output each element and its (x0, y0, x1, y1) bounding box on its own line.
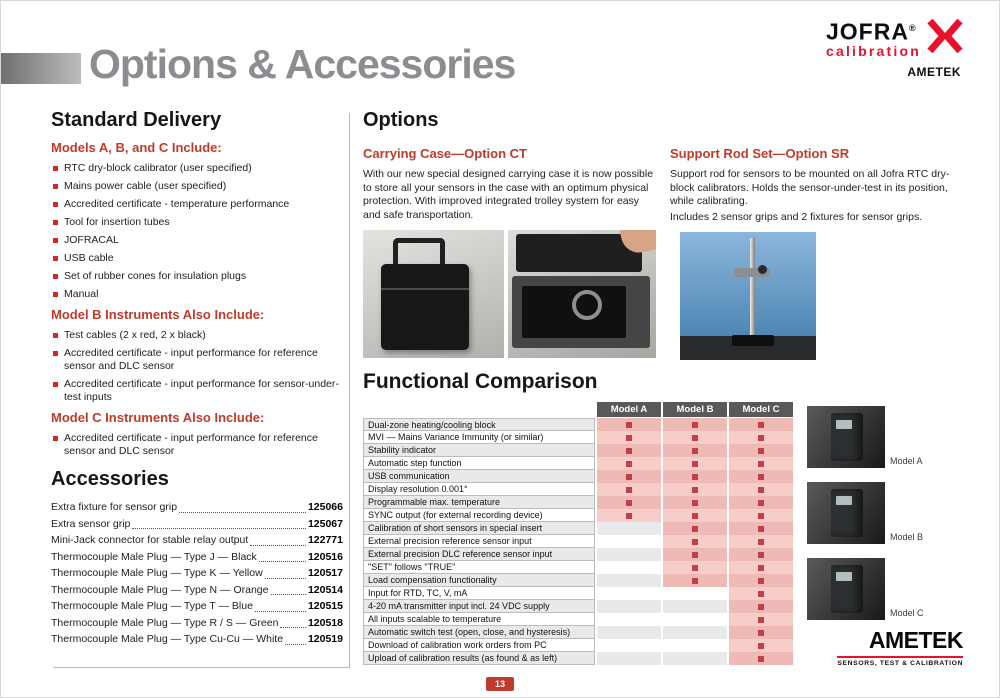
comparison-cell (663, 522, 727, 535)
delivery-item-list (51, 329, 343, 404)
accessories-heading: Accessories (51, 468, 169, 490)
comparison-feature-label: Display resolution 0.001° (363, 483, 595, 496)
feature-present-marker (758, 526, 764, 532)
accessory-part-number: 120514 (307, 583, 343, 596)
functional-comparison-area (363, 402, 963, 665)
comparison-row (363, 470, 795, 483)
comparison-cell (663, 483, 727, 496)
feature-present-marker (758, 643, 764, 649)
comparison-cell (663, 470, 727, 483)
model-photo-row (807, 482, 924, 544)
feature-present-marker (626, 461, 632, 467)
comparison-table-header (363, 402, 795, 417)
comparison-cell (729, 535, 793, 548)
comparison-cell (663, 613, 727, 626)
accessory-row (51, 516, 343, 533)
comparison-feature-label: All inputs scalable to temperature (363, 613, 595, 626)
comparison-cell (729, 639, 793, 652)
model-photo-label: Model B (890, 532, 924, 542)
accessory-label: Thermocouple Male Plug — Type Cu-Cu — White (51, 633, 284, 645)
feature-present-marker (692, 474, 698, 480)
comparison-cell (597, 574, 661, 587)
support-rod-description: Support rod for sensors to be mounted on all Jofra RTC dry-block calibrators. Holds the sensor-under-test in its position, while calibrating. (670, 168, 950, 207)
feature-present-marker (692, 565, 698, 571)
ametek-wordmark: AMETEK (868, 627, 963, 653)
comparison-cell (597, 483, 661, 496)
comparison-cell (729, 470, 793, 483)
feature-present-marker (758, 422, 764, 428)
accessory-label: Thermocouple Male Plug — Type K — Yellow (51, 567, 263, 579)
support-rod-includes: Includes 2 sensor grips and 2 fixtures for sensor grips. (670, 210, 923, 223)
comparison-row (363, 418, 795, 431)
accessory-dotted-leader (280, 627, 306, 628)
accessory-row (51, 565, 343, 582)
comparison-cell (729, 444, 793, 457)
feature-present-marker (692, 448, 698, 454)
feature-present-marker (626, 422, 632, 428)
accessory-row (51, 615, 343, 632)
comparison-row (363, 587, 795, 600)
feature-present-marker (758, 630, 764, 636)
accessory-dotted-leader (285, 644, 306, 645)
delivery-item: Accredited certificate - input performance for reference sensor and DLC sensor (51, 347, 343, 373)
model-photo-row (807, 558, 924, 620)
delivery-item: USB cable (51, 252, 343, 265)
comparison-row (363, 574, 795, 587)
comparison-row (363, 600, 795, 613)
registered-mark: ® (908, 23, 917, 33)
feature-present-marker (758, 513, 764, 519)
comparison-cell (597, 431, 661, 444)
feature-present-marker (626, 487, 632, 493)
accessory-label: Thermocouple Male Plug — Type R / S — Green (51, 616, 279, 629)
feature-present-marker (758, 461, 764, 467)
accessory-dotted-leader (132, 528, 306, 529)
delivery-item: Accredited certificate - input performance for reference sensor and DLC sensor (51, 432, 343, 458)
comparison-column-header: Model B (663, 402, 727, 417)
model-instrument-photo (807, 482, 885, 544)
carrying-case-section (363, 140, 656, 360)
comparison-cell (729, 548, 793, 561)
delivery-item-list (51, 162, 343, 301)
comparison-cell (729, 600, 793, 613)
comparison-column-header: Model C (729, 402, 793, 417)
jofra-calibration-text: calibration (826, 42, 921, 59)
comparison-cell (597, 626, 661, 639)
accessory-dotted-leader (271, 594, 306, 595)
feature-present-marker (692, 461, 698, 467)
comparison-row (363, 652, 795, 665)
delivery-item: Accredited certificate - temperature performance (51, 198, 343, 211)
delivery-item: Tool for insertion tubes (51, 216, 343, 229)
delivery-item: JOFRACAL (51, 234, 343, 247)
accessory-row (51, 499, 343, 516)
delivery-section-heading: Model B Instruments Also Include: (51, 307, 265, 322)
feature-present-marker (758, 604, 764, 610)
delivery-item: RTC dry-block calibrator (user specified) (51, 162, 343, 175)
comparison-feature-label: Dual-zone heating/cooling block (363, 418, 595, 431)
case-body-shape (381, 264, 469, 350)
comparison-cell (663, 509, 727, 522)
support-rod-photo (680, 232, 816, 360)
standard-delivery-sections (51, 140, 343, 458)
accessory-label: Mini-Jack connector for stable relay output (51, 534, 249, 546)
comparison-cell (597, 509, 661, 522)
jofra-name-text: JOFRA (826, 18, 909, 45)
comparison-cell (597, 639, 661, 652)
comparison-table-rows (363, 418, 795, 665)
left-column (51, 109, 343, 648)
comparison-cell (663, 444, 727, 457)
jofra-wordmark (826, 17, 921, 43)
comparison-cell (597, 535, 661, 548)
feature-present-marker (758, 656, 764, 662)
feature-present-marker (626, 513, 632, 519)
comparison-cell (663, 431, 727, 444)
comparison-feature-label: Programmable max. temperature (363, 496, 595, 509)
comparison-feature-label: Input for RTD, TC, V, mA (363, 587, 595, 600)
comparison-row (363, 535, 795, 548)
comparison-row (363, 496, 795, 509)
comparison-cell (663, 496, 727, 509)
accessory-part-number: 120517 (307, 567, 343, 579)
comparison-cell (663, 561, 727, 574)
comparison-cell (663, 587, 727, 600)
delivery-section-heading: Models A, B, and C Include: (51, 140, 222, 155)
comparison-feature-label: Stability indicator (363, 444, 595, 457)
comparison-row (363, 626, 795, 639)
jofra-logo (826, 17, 963, 59)
model-photos-column (807, 402, 924, 665)
options-heading: Options (363, 109, 439, 131)
feature-present-marker (692, 513, 698, 519)
feature-present-marker (626, 474, 632, 480)
feature-present-marker (692, 539, 698, 545)
accessory-row (51, 598, 343, 615)
support-rod-heading: Support Rod Set—Option SR (670, 146, 850, 161)
comparison-cell (729, 652, 793, 665)
comparison-header-spacer (363, 402, 595, 417)
comparison-cell (663, 574, 727, 587)
support-rod-pole-shape (750, 238, 755, 340)
model-photo-label: Model A (890, 456, 923, 466)
comparison-feature-label: MVI — Mains Variance Immunity (or similar) (363, 431, 595, 444)
feature-present-marker (692, 578, 698, 584)
carrying-case-photos (363, 230, 656, 358)
comparison-cell (729, 574, 793, 587)
model-instrument-photo (807, 406, 885, 468)
comparison-cell (729, 522, 793, 535)
delivery-item: Test cables (2 x red, 2 x black) (51, 329, 343, 342)
feature-present-marker (692, 435, 698, 441)
carrying-case-description: With our new special designed carrying case it is now possible to store all your sensors in the case with an optimum physical protection. With improved integrated trolley system for easy and safe transportation. (363, 168, 654, 221)
comparison-feature-label: External precision DLC reference sensor input (363, 548, 595, 561)
comparison-feature-label: Download of calibration work orders from PC (363, 639, 595, 652)
comparison-cell (729, 457, 793, 470)
comparison-feature-label: Calibration of short sensors in special insert (363, 522, 595, 535)
accessories-bottom-rule (53, 667, 350, 668)
feature-present-marker (692, 552, 698, 558)
feature-present-marker (758, 487, 764, 493)
comparison-row (363, 522, 795, 535)
accessory-dotted-leader (259, 561, 306, 562)
accessory-dotted-leader (255, 611, 306, 612)
accessory-dotted-leader (250, 545, 306, 546)
carrying-case-open-photo (508, 230, 656, 358)
comparison-cell (663, 548, 727, 561)
coiled-sensor-shape (572, 290, 602, 320)
delivery-item-list (51, 432, 343, 458)
feature-present-marker (758, 539, 764, 545)
feature-present-marker (626, 500, 632, 506)
comparison-cell (597, 561, 661, 574)
accessory-label: Thermocouple Male Plug — Type J — Black (51, 550, 257, 563)
accessory-part-number: 120515 (307, 600, 343, 612)
comparison-cell (597, 470, 661, 483)
comparison-cell (597, 496, 661, 509)
comparison-cell (663, 535, 727, 548)
comparison-row (363, 613, 795, 626)
accessory-part-number: 122771 (307, 534, 343, 546)
comparison-row (363, 444, 795, 457)
comparison-row (363, 509, 795, 522)
accessory-part-number: 120516 (307, 550, 343, 563)
delivery-item: Set of rubber cones for insulation plugs (51, 270, 343, 283)
feature-present-marker (758, 500, 764, 506)
comparison-feature-label: SYNC output (for external recording device) (363, 509, 595, 522)
options-row (363, 140, 963, 360)
comparison-cell (663, 652, 727, 665)
accessory-part-number: 125067 (307, 517, 343, 530)
delivery-item: Manual (51, 288, 343, 301)
ametek-footer-logo (837, 627, 963, 667)
comparison-cell (729, 431, 793, 444)
feature-present-marker (758, 591, 764, 597)
accessory-label: Thermocouple Male Plug — Type N — Orange (51, 583, 269, 596)
delivery-item: Accredited certificate - input performance for sensor-under-test inputs (51, 378, 343, 404)
title-accent-bar (1, 53, 81, 84)
comparison-cell (729, 418, 793, 431)
clamp-knob-shape (758, 265, 767, 274)
instrument-screen-shape (836, 572, 852, 581)
carrying-case-closed-photo (363, 230, 504, 358)
rod-base-shape (732, 335, 774, 346)
comparison-cell (729, 509, 793, 522)
ametek-tagline: SENSORS, TEST & CALIBRATION (837, 656, 963, 667)
feature-present-marker (758, 617, 764, 623)
accessory-part-number: 125066 (307, 501, 343, 513)
comparison-feature-label: Load compensation functionality (363, 574, 595, 587)
feature-present-marker (758, 552, 764, 558)
case-lid-seam-shape (381, 288, 469, 290)
comparison-cell (597, 613, 661, 626)
functional-comparison-heading: Functional Comparison (363, 370, 598, 393)
feature-present-marker (692, 487, 698, 493)
jofra-logo-text (826, 17, 921, 59)
comparison-cell (597, 652, 661, 665)
comparison-row (363, 431, 795, 444)
comparison-cell (663, 626, 727, 639)
comparison-row (363, 457, 795, 470)
comparison-cell (663, 600, 727, 613)
accessory-label: Extra sensor grip (51, 517, 131, 530)
comparison-row (363, 483, 795, 496)
jofra-logo-mark-icon (927, 17, 963, 55)
comparison-row (363, 548, 795, 561)
comparison-cell (729, 613, 793, 626)
comparison-cell (597, 548, 661, 561)
comparison-feature-label: 4-20 mA transmitter input incl. 24 VDC supply (363, 600, 595, 613)
comparison-cell (597, 418, 661, 431)
comparison-cell (597, 600, 661, 613)
feature-present-marker (626, 435, 632, 441)
feature-present-marker (758, 565, 764, 571)
comparison-cell (729, 483, 793, 496)
comparison-cell (729, 587, 793, 600)
comparison-cell (597, 444, 661, 457)
column-divider-line (349, 113, 350, 667)
accessory-dotted-leader (179, 512, 306, 513)
page-title: Options & Accessories (89, 41, 516, 87)
feature-present-marker (626, 448, 632, 454)
accessory-row (51, 631, 343, 648)
comparison-table (363, 402, 795, 665)
page-number-badge: 13 (486, 677, 514, 691)
model-instrument-photo (807, 558, 885, 620)
carrying-case-heading: Carrying Case—Option CT (363, 146, 527, 161)
comparison-feature-label: Automatic step function (363, 457, 595, 470)
comparison-row (363, 639, 795, 652)
feature-present-marker (758, 474, 764, 480)
accessory-part-number: 120519 (307, 633, 343, 645)
comparison-cell (663, 418, 727, 431)
feature-present-marker (692, 526, 698, 532)
comparison-feature-label: USB communication (363, 470, 595, 483)
accessory-row (51, 549, 343, 566)
ametek-top-logo: AMETEK (907, 65, 961, 79)
comparison-cell (729, 561, 793, 574)
delivery-item: Mains power cable (user specified) (51, 180, 343, 193)
instrument-screen-shape (836, 420, 852, 429)
comparison-cell (729, 626, 793, 639)
accessories-list (51, 499, 343, 648)
feature-present-marker (692, 422, 698, 428)
feature-present-marker (692, 500, 698, 506)
accessory-part-number: 120518 (307, 616, 343, 629)
accessory-row (51, 582, 343, 599)
comparison-cell (663, 457, 727, 470)
feature-present-marker (758, 448, 764, 454)
model-photo-label: Model C (890, 608, 924, 618)
right-column (363, 109, 963, 665)
model-photo-row (807, 406, 924, 468)
comparison-cell (597, 522, 661, 535)
delivery-section-heading: Model C Instruments Also Include: (51, 410, 265, 425)
support-rod-section (670, 140, 963, 360)
comparison-cell (597, 587, 661, 600)
comparison-cell (729, 496, 793, 509)
comparison-cell (663, 639, 727, 652)
feature-present-marker (758, 435, 764, 441)
comparison-feature-label: Upload of calibration results (as found & as left) (363, 652, 595, 665)
feature-present-marker (758, 578, 764, 584)
accessory-row (51, 532, 343, 549)
comparison-feature-label: "SET" follows "TRUE" (363, 561, 595, 574)
accessory-label: Extra fixture for sensor grip (51, 501, 178, 513)
comparison-row (363, 561, 795, 574)
comparison-feature-label: Automatic switch test (open, close, and hysteresis) (363, 626, 595, 639)
comparison-column-header: Model A (597, 402, 661, 417)
comparison-cell (597, 457, 661, 470)
comparison-feature-label: External precision reference sensor input (363, 535, 595, 548)
instrument-screen-shape (836, 496, 852, 505)
accessory-label: Thermocouple Male Plug — Type T — Blue (51, 600, 253, 612)
standard-delivery-heading: Standard Delivery (51, 109, 222, 131)
accessory-dotted-leader (265, 578, 306, 579)
